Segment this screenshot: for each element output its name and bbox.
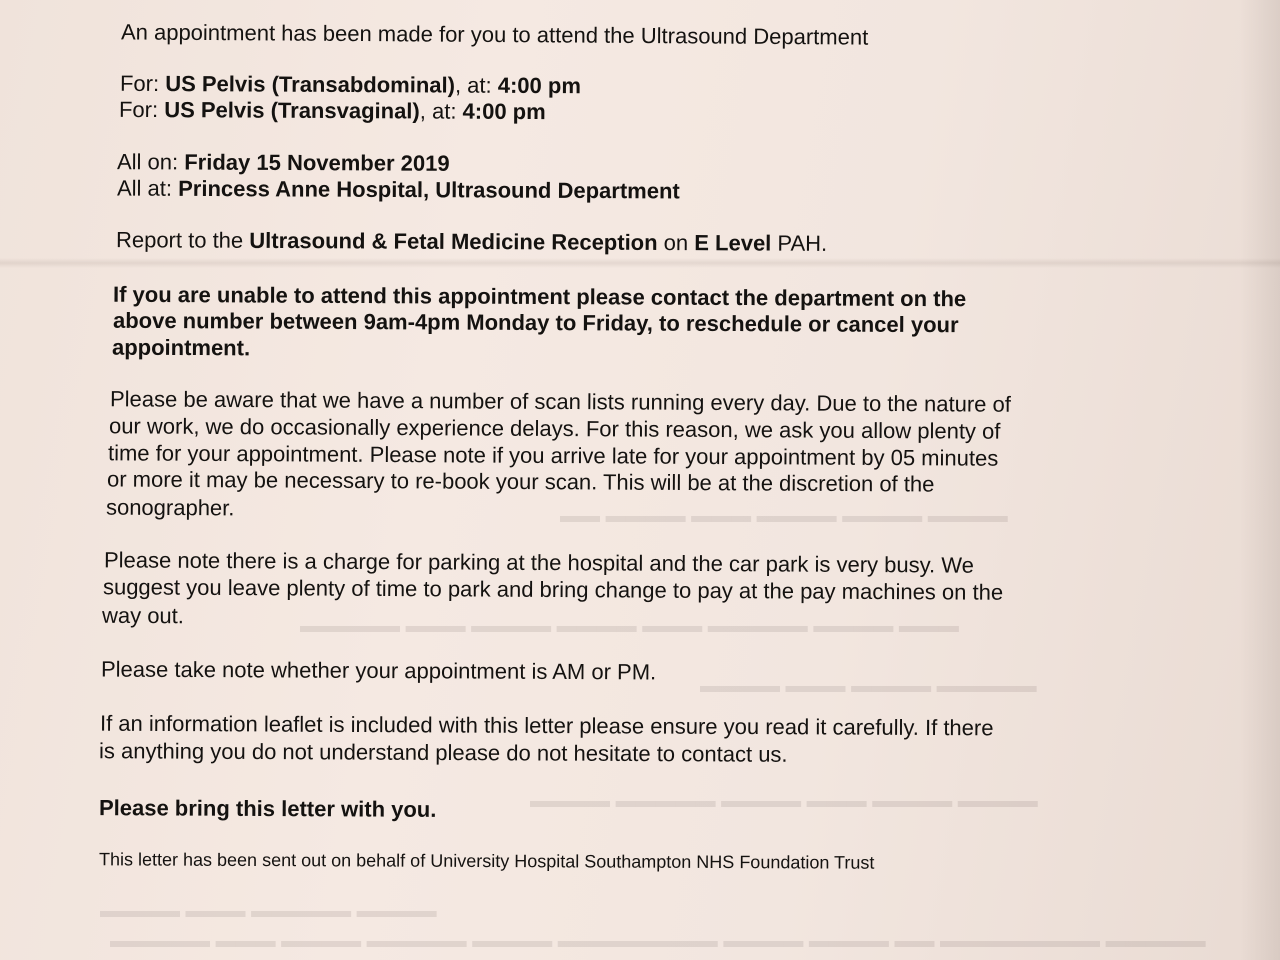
- report-mid: on: [657, 229, 695, 256]
- contact-notice-line: If you are unable to attend this appointment please contact the department on the: [112, 281, 967, 312]
- parking-paragraph-line: Please note there is a charge for parking at the hospital and the car park is very busy. We: [103, 547, 974, 578]
- leaflet-paragraph-line: If an information leaflet is included with this letter please ensure you read it carefully. If there: [99, 710, 994, 741]
- parking-paragraph-line: suggest you leave plenty of time to park and bring change to pay at the pay machines on the: [102, 574, 1004, 605]
- reverse-side-show-through: ▬▬▬▬ ▬▬▬▬▬ ▬▬▬ ▬▬▬▬: [100, 900, 437, 922]
- location-line: [117, 176, 680, 205]
- parking-paragraph-line: way out.: [101, 602, 185, 629]
- intro-line: An appointment has been made for you to attend the Ultrasound Department: [120, 19, 869, 50]
- am-pm-note: Please take note whether your appointment is AM or PM.: [100, 656, 657, 685]
- appointment-exam: US Pelvis (Transvaginal): [164, 97, 420, 124]
- appointment-at-label: , at:: [419, 98, 463, 124]
- paper-edge-shadow: [1240, 0, 1280, 960]
- leaflet-paragraph-line: is anything you do not understand please do not hesitate to contact us.: [98, 738, 788, 767]
- date-line: [117, 149, 450, 177]
- appointment-prefix: For:: [118, 96, 165, 123]
- delays-paragraph-line: time for your appointment. Please note if you arrive late for your appointment by 05 minutes: [107, 440, 999, 471]
- delays-paragraph-line: sonographer.: [105, 494, 235, 521]
- date-label: All on:: [116, 149, 185, 175]
- appointment-line: [119, 97, 546, 125]
- contact-notice-line: above number between 9am-4pm Monday to Friday, to reschedule or cancel your: [112, 307, 959, 338]
- appointment-prefix: For:: [119, 70, 166, 97]
- appointment-time: 4:00 pm: [462, 98, 546, 125]
- report-post: PAH.: [771, 230, 828, 256]
- delays-paragraph-line: Please be aware that we have a number of scan lists running every day. Due to the nature of: [109, 386, 1011, 417]
- footer-trust-line: This letter has been sent out on behalf of University Hospital Southampton NHS Foundation Trust: [98, 849, 875, 873]
- delays-paragraph-line: or more it may be necessary to re-book your scan. This will be at the discretion of the: [106, 466, 935, 497]
- paper-fold: [0, 258, 1280, 268]
- report-line: [116, 227, 827, 257]
- reverse-side-show-through: ▬▬▬▬ ▬▬▬▬ ▬▬▬▬ ▬▬▬ ▬▬▬▬ ▬▬: [560, 505, 1008, 527]
- report-level: E Level: [694, 230, 772, 256]
- report-pre: Report to the: [115, 227, 250, 253]
- report-place: Ultrasound & Fetal Medicine Reception: [249, 227, 658, 255]
- reverse-side-show-through: ▬▬▬ ▬▬▬▬ ▬▬▬▬▬ ▬▬▬ ▬▬▬▬ ▬▬▬▬ ▬▬▬ ▬▬▬▬▬: [300, 615, 959, 637]
- bring-letter-notice: Please bring this letter with you.: [98, 795, 437, 822]
- reverse-side-show-through: ▬▬▬▬▬ ▬▬▬▬ ▬▬▬ ▬▬▬▬: [700, 675, 1037, 697]
- appointment-line: [120, 71, 581, 99]
- contact-notice-line: appointment.: [111, 334, 251, 361]
- location-value: Princess Anne Hospital, Ultrasound Department: [178, 175, 680, 204]
- reverse-side-show-through: ▬▬▬▬▬ ▬▬▬▬▬▬▬▬ ▬▬ ▬▬▬▬ ▬▬▬▬ ▬▬▬▬▬▬▬▬ ▬▬▬▬ ▬▬▬▬▬ ▬▬▬▬ ▬▬▬ ▬▬▬▬▬: [110, 930, 1206, 952]
- date-value: Friday 15 November 2019: [184, 149, 450, 176]
- delays-paragraph-line: our work, we do occasionally experience delays. For this reason, we ask you allow plenty of: [108, 413, 1001, 444]
- appointment-time: 4:00 pm: [497, 72, 582, 99]
- location-label: All at:: [116, 175, 179, 201]
- appointment-exam: US Pelvis (Transabdominal): [165, 71, 456, 98]
- appointment-at-label: , at:: [454, 72, 498, 98]
- reverse-side-show-through: ▬▬▬▬ ▬▬▬▬ ▬▬▬ ▬▬▬▬ ▬▬▬▬▬ ▬▬▬▬: [530, 790, 1038, 812]
